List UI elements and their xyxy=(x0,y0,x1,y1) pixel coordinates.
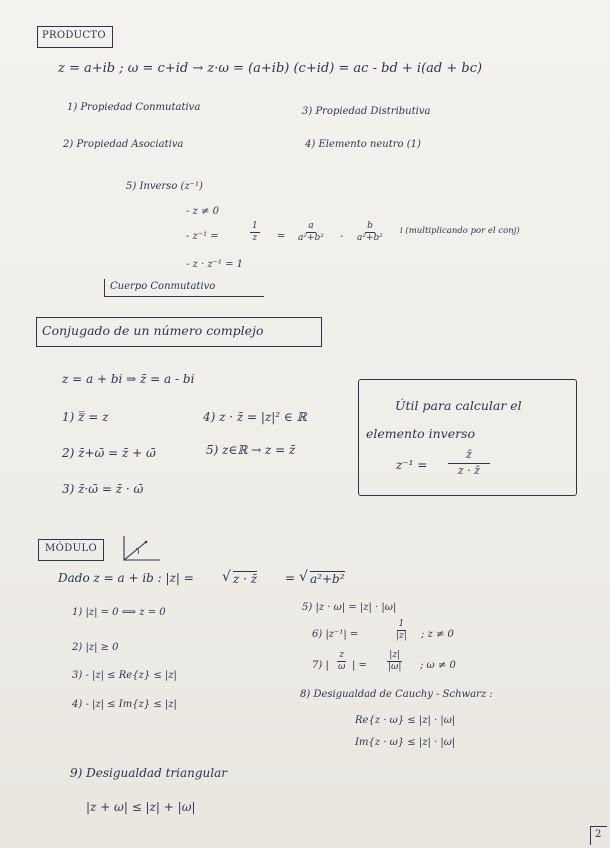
producto-prop-2: 2) Propiedad Asociativa xyxy=(63,139,184,150)
complex-plane-sketch-icon xyxy=(116,534,166,566)
modulo-prop-7-rden: |ω| xyxy=(388,662,402,673)
modulo-prop-6-tail: ; z ≠ 0 xyxy=(421,629,454,640)
modulo-sqrt-arg-1: z · z̄ xyxy=(233,572,258,586)
inverse-note-num: z̄ xyxy=(448,449,490,464)
inverse-note-line-1: Útil para calcular el xyxy=(395,398,522,413)
modulo-sqrt-sign-1: √ xyxy=(222,569,231,585)
modulo-prop-7-inner-fraction xyxy=(336,651,347,673)
modulo-prop-7-rnum: |z| xyxy=(387,651,402,662)
inverse-fraction-2-num: a xyxy=(306,222,315,233)
cuerpo-underline xyxy=(104,296,264,297)
inverse-lhs: - z⁻¹ = xyxy=(186,231,219,242)
modulo-prop-8-re: Re{z · ω} ≤ |z| · |ω| xyxy=(355,715,456,726)
producto-prop-3: 3) Propiedad Distributiva xyxy=(302,106,431,117)
producto-prop-5: 5) Inverso (z⁻¹) xyxy=(126,181,203,192)
modulo-prop-3: 3) - |z| ≤ Re{z} ≤ |z| xyxy=(72,670,177,681)
modulo-prop-6-den: |z| xyxy=(396,631,407,642)
conjugado-prop-4: 4) z · z̄ = |z|² ∈ ℝ xyxy=(203,410,307,424)
inverse-condition: - z ≠ 0 xyxy=(186,206,219,217)
inverse-fraction-2-den: a²+b² xyxy=(298,233,324,244)
modulo-prop-8: 8) Desigualdad de Cauchy - Schwarz : xyxy=(300,689,493,700)
modulo-sqrt-sign-2: √ xyxy=(299,569,308,585)
producto-title: PRODUCTO xyxy=(42,30,106,41)
modulo-prop-9-formula: |z + ω| ≤ |z| + |ω| xyxy=(86,800,196,814)
conjugado-prop-3: 3) z̄·ω̄ = z̄ · ω̄ xyxy=(62,482,144,496)
modulo-prop-6-num: 1 xyxy=(397,620,407,631)
modulo-prop-8-im: Im{z · ω} ≤ |z| · |ω| xyxy=(355,737,456,748)
modulo-definition-prefix: Dado z = a + ib : |z| = xyxy=(58,571,194,585)
conjugado-prop-5: 5) z∈ℝ → z = z̄ xyxy=(206,443,296,457)
modulo-prop-7-den: ω xyxy=(338,662,346,673)
modulo-prop-7-rhs-fraction xyxy=(386,651,403,673)
inverse-note-fraction xyxy=(448,449,490,476)
inverse-fraction-1-num: 1 xyxy=(250,222,260,233)
modulo-prop-5: 5) |z · ω| = |z| · |ω| xyxy=(302,602,397,613)
modulo-prop-4: 4) - |z| ≤ Im{z} ≤ |z| xyxy=(72,699,177,710)
inverse-fraction-1-den: z xyxy=(252,233,258,244)
cuerpo-bracket-left xyxy=(104,279,105,296)
inverse-minus: - xyxy=(340,231,344,242)
modulo-prop-1: 1) |z| = 0 ⟺ z = 0 xyxy=(72,607,166,618)
cuerpo-conmutativo: Cuerpo Conmutativo xyxy=(110,281,216,292)
inverse-fraction-3 xyxy=(355,222,385,244)
producto-prop-1: 1) Propiedad Conmutativa xyxy=(67,102,201,113)
modulo-prop-6-lhs: 6) |z⁻¹| = xyxy=(312,629,359,640)
inverse-note-line-2: elemento inverso xyxy=(366,426,476,441)
modulo-prop-7-num: z xyxy=(337,651,346,662)
inverse-note-den: z · z̄ xyxy=(457,463,480,477)
inverse-equals: = xyxy=(277,231,286,242)
inverse-fraction-2 xyxy=(296,222,326,244)
modulo-equals: = xyxy=(285,571,296,585)
inverse-fraction-1 xyxy=(250,222,260,244)
producto-prop-4: 4) Elemento neutro (1) xyxy=(305,139,421,150)
inverse-note-lhs: z⁻¹ = xyxy=(396,458,428,472)
conjugado-prop-2: 2) z̄+ω̄ = z̄ + ω̄ xyxy=(62,446,156,460)
modulo-prop-7-tail: ; ω ≠ 0 xyxy=(420,660,456,671)
modulo-prop-2: 2) |z| ≥ 0 xyxy=(72,642,119,653)
modulo-title: MÓDULO xyxy=(45,543,98,554)
inverse-fraction-3-den: a²+b² xyxy=(357,233,383,244)
conjugado-title: Conjugado de un número complejo xyxy=(42,323,264,338)
inverse-product: - z · z⁻¹ = 1 xyxy=(186,259,244,270)
modulo-prop-7-mid: | = xyxy=(352,660,367,671)
inverse-fraction-3-num: b xyxy=(365,222,375,233)
conjugado-definition: z = a + bi ⇒ z̄ = a - bi xyxy=(62,372,195,386)
producto-formula: z = a+ib ; ω = c+id → z·ω = (a+ib) (c+id) = ac - bd + i(ad + bc) xyxy=(58,61,483,76)
conjugado-prop-1: 1) z̿ = z xyxy=(62,410,109,424)
modulo-sqrt-arg-2: a²+b² xyxy=(310,572,345,586)
modulo-prop-7-lhs: 7) | xyxy=(312,660,329,671)
inverse-tail-note: i (multiplicando por el conj) xyxy=(400,226,520,236)
modulo-prop-6-fraction xyxy=(394,620,409,642)
modulo-prop-9: 9) Desigualdad triangular xyxy=(70,766,228,780)
page-number: 2 xyxy=(595,829,602,840)
